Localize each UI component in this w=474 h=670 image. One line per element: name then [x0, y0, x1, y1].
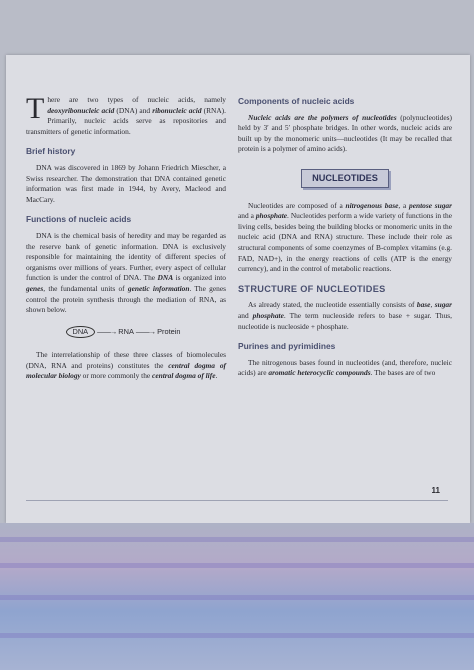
dna-node: DNA	[66, 326, 96, 339]
arrow-icon: ——→	[135, 326, 156, 336]
right-column	[238, 96, 452, 379]
central-dogma-flow	[26, 326, 226, 339]
intro-paragraph: There are two types of nucleic acids, namely deoxyribonucleic acid (DNA) and ribonucleic acid (RNA). Primarily, nucleic acids serve as repositories and transmitters of genetic information.	[26, 92, 226, 136]
arrow-icon: ——→	[97, 326, 117, 336]
interrelationship-text: The interrelationship of these three classes of biomolecules (DNA, RNA and proteins) constitutes the central dogma of molecular biology or more commonly the central dogma of life.	[26, 350, 227, 381]
purines-text: The nitrogenous bases found in nucleotides (and, therefore, nucleic acids) are aromatic heterocyclic compounds. The bases are of two	[238, 357, 452, 378]
functions-text: DNA is the chemical basis of heredity and may be regarded as the reserve bank of genetic information. DNA is exclusively responsible for maintaining the identity of different species of organisms over millions of years. Further, every aspect of cellular function is under the control of DNA. The DNA is organized into genes, the fundamental units of genetic information. The genes control the protein synthesis through the mediation of RNA, as shown below.	[26, 230, 226, 315]
nucleotides-text: Nucleotides are composed of a nitrogenous base, a pentose sugar and a phosphate. Nucleotides perform a wide variety of functions in the living cells, besides being the building blocks or monomeric units in the nucleic acid (DNA and RNA) structure. These include their role as structural components of some coenzymes of B-complex vitamins (e.g. FAD, NAD+), in the energy reactions of cells (ATP is the energy currency), and in the control of metabolic reactions.	[238, 200, 452, 274]
components-text: Nucleic acids are the polymers of nucleotides (polynucleotides) held by 3′ and 5′ phosphate bridges. In other words, nucleic acids are built up by the monomeric units—nucleotides (It may be recalled that protein is a polymer of amino acids).	[238, 112, 452, 154]
functions-heading: Functions of nucleic acids	[26, 214, 132, 225]
brief-history-heading: Brief history	[26, 146, 76, 157]
background-fabric	[0, 523, 474, 670]
book-page	[6, 55, 470, 523]
footer-rule	[26, 500, 448, 501]
structure-text: As already stated, the nucleotide essentially consists of base, sugar and phosphate. The term nucleoside refers to base + sugar. Thus, nucleotide is nucleoside + phosphate.	[238, 300, 452, 331]
nucleotides-badge: NUCLEOTIDES	[301, 169, 389, 188]
drop-cap: T	[26, 92, 45, 125]
purines-heading: Purines and pyrimidines	[238, 341, 336, 352]
page-number: 11	[431, 486, 440, 495]
rna-node: RNA	[118, 326, 134, 336]
structure-heading: STRUCTURE OF NUCLEOTIDES	[238, 283, 386, 294]
left-column	[26, 92, 227, 382]
protein-node: Protein	[157, 326, 181, 336]
components-heading: Components of nucleic acids	[238, 96, 355, 106]
brief-history-text: DNA was discovered in 1869 by Johann Friedrich Miescher, a Swiss researcher. The demonstration that DNA contained genetic information was first made in 1944, by Avery, Macleod and MacCary.	[26, 162, 226, 204]
